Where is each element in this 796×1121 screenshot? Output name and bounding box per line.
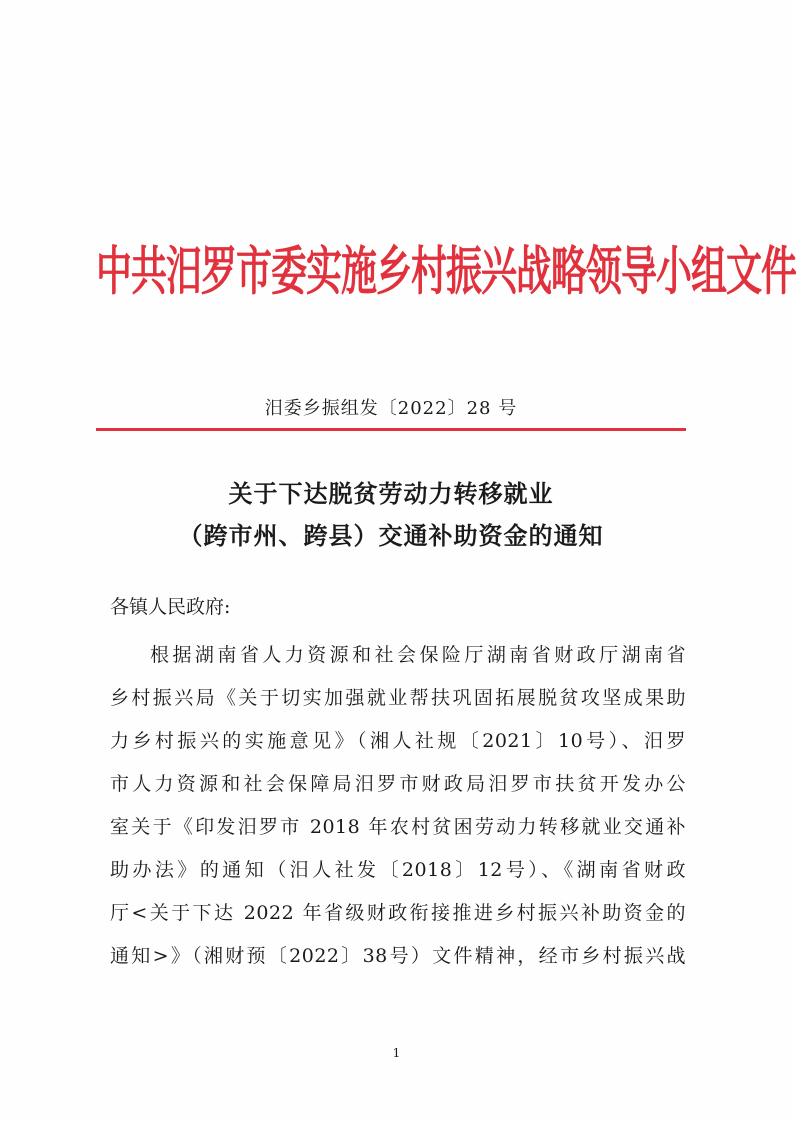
notice-title-line-2: （跨市州、跨县）交通补助资金的通知 (178, 521, 604, 550)
body-line: 室关于《印发汨罗市 2018 年农村贫困劳动力转移就业交通补 (110, 816, 686, 838)
body-line: 助办法》的通知（汨人社发〔2018〕12号）、《湖南省财政 (110, 859, 686, 881)
body-line: 力乡村振兴的实施意见》（湘人社规〔2021〕10号）、汨罗 (110, 730, 686, 752)
masthead-title: 中共汨罗市委实施乡村振兴战略领导小组文件 (96, 242, 796, 302)
notice-title-line-1: 关于下达脱贫劳动力转移就业 (228, 479, 554, 508)
body-line: 通知>》（湘财预〔2022〕38号）文件精神，经市乡村振兴战 (110, 945, 686, 967)
page-number: 1 (392, 1046, 401, 1060)
red-divider-line (96, 428, 686, 431)
salutation: 各镇人民政府: (110, 596, 231, 618)
body-line: 市人力资源和社会保障局汨罗市财政局汨罗市扶贫开发办公 (110, 773, 686, 795)
document-number: 汨委乡振组发〔2022〕28 号 (264, 398, 518, 419)
body-line: 乡村振兴局《关于切实加强就业帮扶巩固拓展脱贫攻坚成果助 (110, 687, 686, 709)
body-line: 根据湖南省人力资源和社会保险厅湖南省财政厅湖南省 (150, 644, 686, 666)
body-line: 厅<关于下达 2022 年省级财政衔接推进乡村振兴补助资金的 (110, 902, 686, 924)
